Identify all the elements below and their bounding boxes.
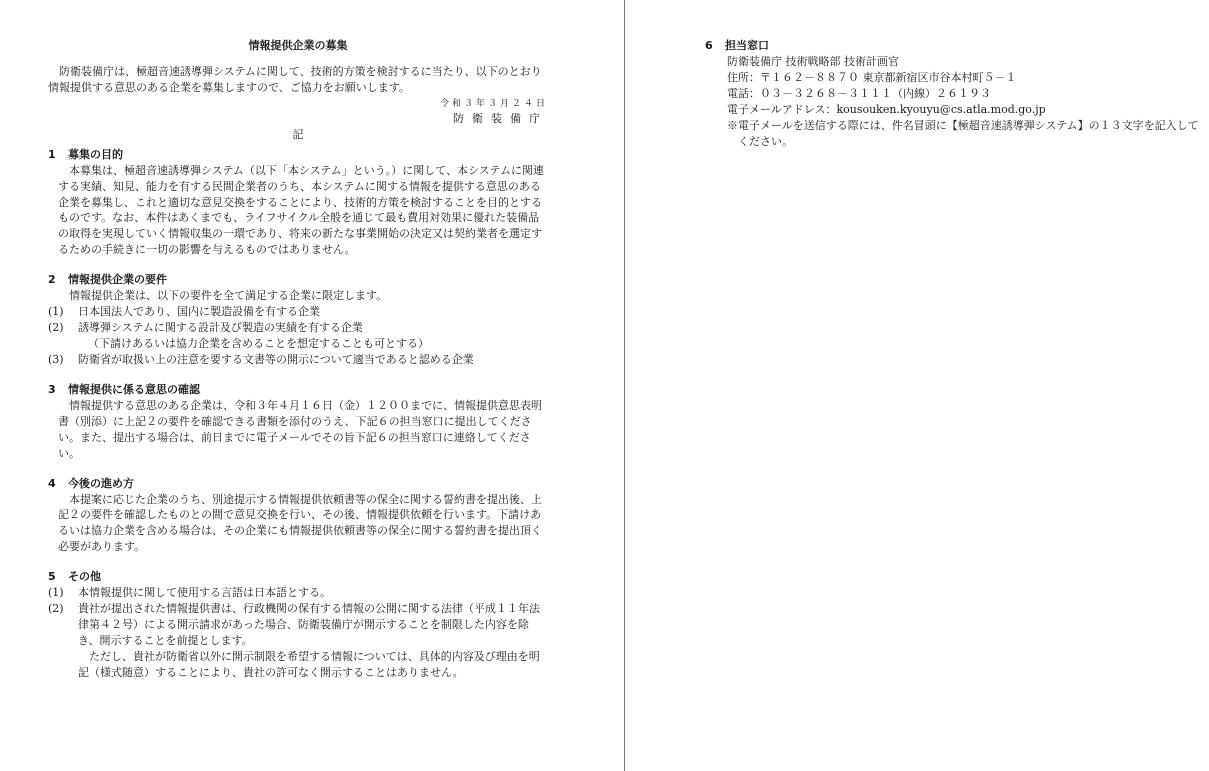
other-item <box>48 585 548 601</box>
section-title: 情報提供に係る意思の確認 <box>68 382 200 396</box>
requirement-note: （下請けあるいは協力企業を含めることを想定することも可とする） <box>88 337 429 351</box>
section-number: 2 <box>48 273 56 287</box>
contact-email: 電子メールアドレス：kousouken.kyouyu@cs.atla.mod.go.jp <box>727 102 1046 116</box>
issuing-organization: 防衛装備庁 <box>453 111 548 125</box>
section-title: 情報提供企業の要件 <box>68 273 167 287</box>
item-text: 防衛省が取扱い上の注意を要する文書等の開示について適当であると認める企業 <box>78 352 474 366</box>
section-other <box>48 569 548 681</box>
section-number: 1 <box>48 147 56 161</box>
intro-paragraph: 防衛装備庁は、極超音速誘導弾システムに関して、技術的方策を検討するに当たり、以下のとおり情報提供する意思のある企業を募集しますので、ご協力をお願いします。 <box>48 64 542 94</box>
item-text: 本情報提供に関して使用する言語は日本語とする。 <box>78 586 331 600</box>
item-number: (1) <box>48 305 64 319</box>
section-purpose <box>48 147 548 259</box>
left-page-content <box>48 38 548 695</box>
section-title: 今後の進め方 <box>68 476 134 490</box>
issue-date: 令和３年３月２４日 <box>439 98 548 109</box>
section-body: 本募集は、極超音速誘導弾システム（以下「本システム」という。）に関して、本システムに関連する実績、知見、能力を有する民間企業者のうち、本システムに関する情報を提供する意思のある企業を募集し、これと適切な意見交換をすることにより、技術的方策を検討することを目的とするものです。なお、本件はあくまでも、ライフサイクル全般を通じて最も費用対効果に優れた装備品の取得を実現していく情報収集の一環であり、将来の新たな事業開始の決定又は契約業者を選定するための手続きに一切の影響を与えるものではありません。 <box>58 163 544 257</box>
contact-address: 住所：〒１６２－８８７０ 東京都新宿区市谷本村町５－１ <box>727 70 1017 84</box>
document-title: 情報提供企業の募集 <box>248 39 348 52</box>
section-heading <box>48 272 548 288</box>
section-heading <box>48 569 548 585</box>
section-intent-confirmation <box>48 382 548 462</box>
section-body: 情報提供企業は、以下の要件を全て満足する企業に限定します。 <box>69 289 388 303</box>
ki-marker: 記 <box>292 127 304 141</box>
section-heading <box>48 476 548 492</box>
item-number: (3) <box>48 352 64 366</box>
item-number: (1) <box>48 586 64 600</box>
contact-department: 防衛装備庁 技術戦略部 技術計画官 <box>727 54 899 68</box>
contact-email-note: ※電子メールを送信する際には、件名冒頭に【極超音速誘導弾システム】の１３文字を記入してください。 <box>727 118 1199 148</box>
closing-paragraph: ただし、貴社が防衛省以外に開示制限を希望する情報については、具体的内容及び理由を明記（様式随意）することにより、貴社の許可なく開示することはありません。 <box>78 649 540 679</box>
right-page-content <box>705 38 1200 150</box>
section-requirements <box>48 272 548 368</box>
contact-heading <box>705 38 1200 54</box>
section-heading <box>48 147 548 163</box>
requirement-item <box>48 304 548 320</box>
section-next-steps <box>48 476 548 556</box>
section-title: 募集の目的 <box>68 147 123 161</box>
section-body: 本提案に応じた企業のうち、別途提示する情報提供依頼書等の保全に関する誓約書を提出後、上記２の要件を確認したものとの間で意見交換を行い、その後、情報提供依頼を行います。下請けあるいは協力企業を含める場合は、その企業にも情報提供依頼書等の保全に関する誓約書を提出頂く必要があります。 <box>58 492 542 554</box>
other-item <box>48 601 548 649</box>
section-heading <box>48 382 548 398</box>
section-number: 6 <box>705 39 713 52</box>
item-text: 日本国法人であり、国内に製造設備を有する企業 <box>78 305 320 319</box>
item-text: 貴社が提出された情報提供書は、行政機関の保有する情報の公開に関する法律（平成１１年法律第４２号）による開示請求があった場合、防衛装備庁が開示することを制限した内容を除き、開示することを前提とします。 <box>78 602 540 648</box>
section-title: 担当窓口 <box>725 39 769 52</box>
contact-phone: 電話：０３－３２６８－３１１１（内線）２６１９３ <box>727 86 991 100</box>
requirement-item <box>48 352 548 368</box>
section-number: 5 <box>48 570 56 584</box>
requirement-item <box>48 320 548 336</box>
section-number: 3 <box>48 382 56 396</box>
item-text: 誘導弾システムに関する設計及び製造の実績を有する企業 <box>78 321 363 335</box>
item-number: (2) <box>48 321 64 335</box>
section-title: その他 <box>68 570 101 584</box>
item-number: (2) <box>48 602 64 616</box>
section-body: 情報提供する意思のある企業は、令和３年４月１６日（金）１２００までに、情報提供意思表明書（別添）に上記２の要件を確認できる書類を添付のうえ、下記６の担当窓口に提出してください。また、提出する場合は、前日までに電子メールでその旨下記６の担当窓口に連絡してください。 <box>58 398 542 460</box>
section-number: 4 <box>48 476 56 490</box>
